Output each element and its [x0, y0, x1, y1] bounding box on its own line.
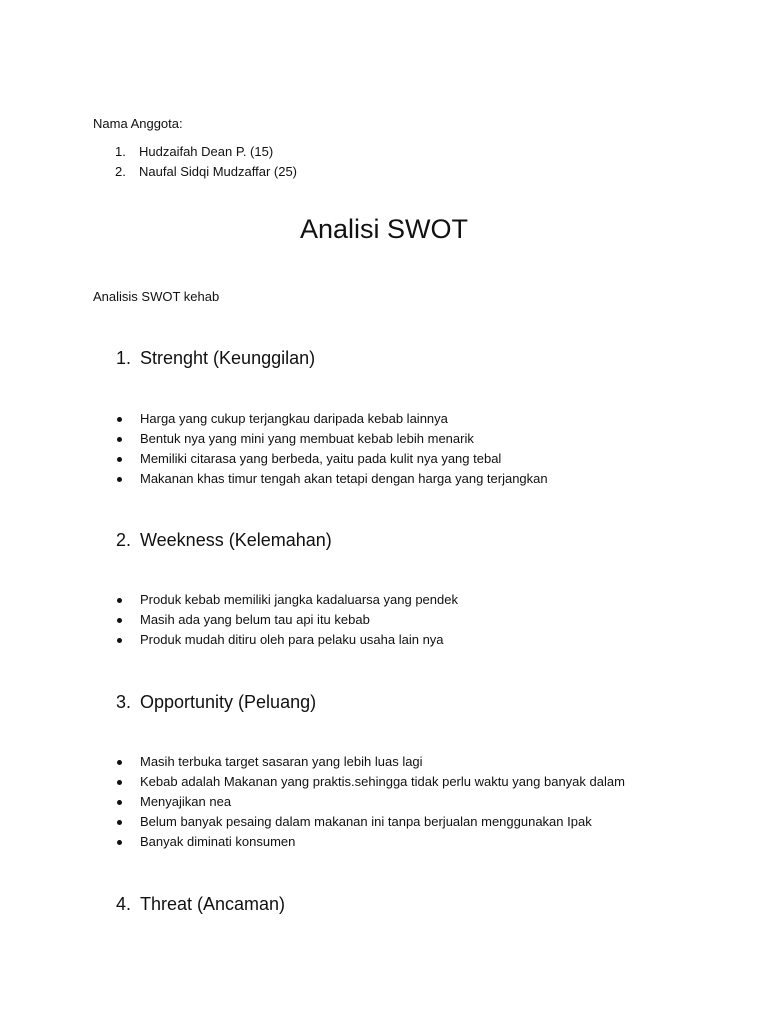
member-name: Hudzaifah Dean P. (15): [139, 144, 274, 159]
bullet-list: [0, 409, 768, 489]
section-title: Opportunity (Peluang): [140, 692, 317, 712]
section-threat: [0, 890, 768, 918]
list-item: [0, 752, 768, 772]
bullet-icon: [117, 477, 122, 482]
bullet-icon: [117, 417, 122, 422]
section-strength: [0, 344, 768, 489]
members-label: Nama Anggota:: [93, 116, 183, 131]
list-item-text: Kebab adalah Makanan yang praktis.sehingga tidak perlu waktu yang banyak dalam: [140, 774, 625, 789]
document-title: Analisi SWOT: [299, 214, 469, 244]
section-heading: [0, 890, 768, 918]
bullet-list: [0, 752, 768, 852]
bullet-icon: [117, 638, 122, 643]
bullet-icon: [117, 840, 122, 845]
bullet-icon: [117, 780, 122, 785]
list-item-text: Produk mudah ditiru oleh para pelaku usaha lain nya: [140, 632, 444, 647]
member-number: 1.: [115, 144, 126, 159]
list-item: [0, 409, 768, 429]
list-item: [0, 610, 768, 630]
section-number: 2.: [116, 530, 132, 550]
member-name: Naufal Sidqi Mudzaffar (25): [139, 164, 298, 179]
list-item-text: Masih ada yang belum tau api itu kebab: [140, 612, 370, 627]
list-item-text: Memiliki citarasa yang berbeda, yaitu pada kulit nya yang tebal: [140, 451, 502, 466]
list-item-text: Bentuk nya yang mini yang membuat kebab lebih menarik: [140, 431, 474, 446]
list-item: [0, 449, 768, 469]
bullet-list: [0, 590, 768, 650]
list-item: [0, 429, 768, 449]
list-item-text: Produk kebab memiliki jangka kadaluarsa yang pendek: [140, 592, 458, 607]
section-number: 3.: [116, 692, 132, 712]
list-item: [0, 590, 768, 610]
list-item-text: Menyajikan nea: [140, 794, 232, 809]
section-title: Strenght (Keunggilan): [140, 348, 316, 368]
list-item: [0, 792, 768, 812]
bullet-icon: [117, 800, 122, 805]
section-opportunity: [0, 688, 768, 852]
section-title: Threat (Ancaman): [140, 894, 286, 914]
bullet-icon: [117, 760, 122, 765]
section-number: 4.: [116, 894, 132, 914]
section-title: Weekness (Kelemahan): [140, 530, 332, 550]
list-item: [0, 832, 768, 852]
section-heading: [0, 344, 768, 372]
section-weakness: [0, 526, 768, 650]
bullet-icon: [117, 437, 122, 442]
member-item: [93, 162, 297, 182]
list-item: [0, 772, 768, 792]
bullet-icon: [117, 820, 122, 825]
list-item: [0, 469, 768, 489]
list-item: [0, 630, 768, 650]
section-number: 1.: [116, 348, 132, 368]
list-item-text: Belum banyak pesaing dalam makanan ini tanpa berjualan menggunakan Ipak: [140, 814, 592, 829]
list-item-text: Harga yang cukup terjangkau daripada kebab lainnya: [140, 411, 448, 426]
section-heading: [0, 526, 768, 554]
bullet-icon: [117, 457, 122, 462]
member-item: [93, 142, 297, 162]
list-item-text: Banyak diminati konsumen: [140, 834, 296, 849]
bullet-icon: [117, 618, 122, 623]
member-number: 2.: [115, 164, 126, 179]
document-subtitle: Analisis SWOT kehab: [93, 289, 220, 304]
list-item-text: Makanan khas timur tengah akan tetapi dengan harga yang terjangkan: [140, 471, 548, 486]
bullet-icon: [117, 598, 122, 603]
list-item-text: Masih terbuka target sasaran yang lebih luas lagi: [140, 754, 423, 769]
section-heading: [0, 688, 768, 716]
list-item: [0, 812, 768, 832]
members-list: [93, 142, 297, 182]
